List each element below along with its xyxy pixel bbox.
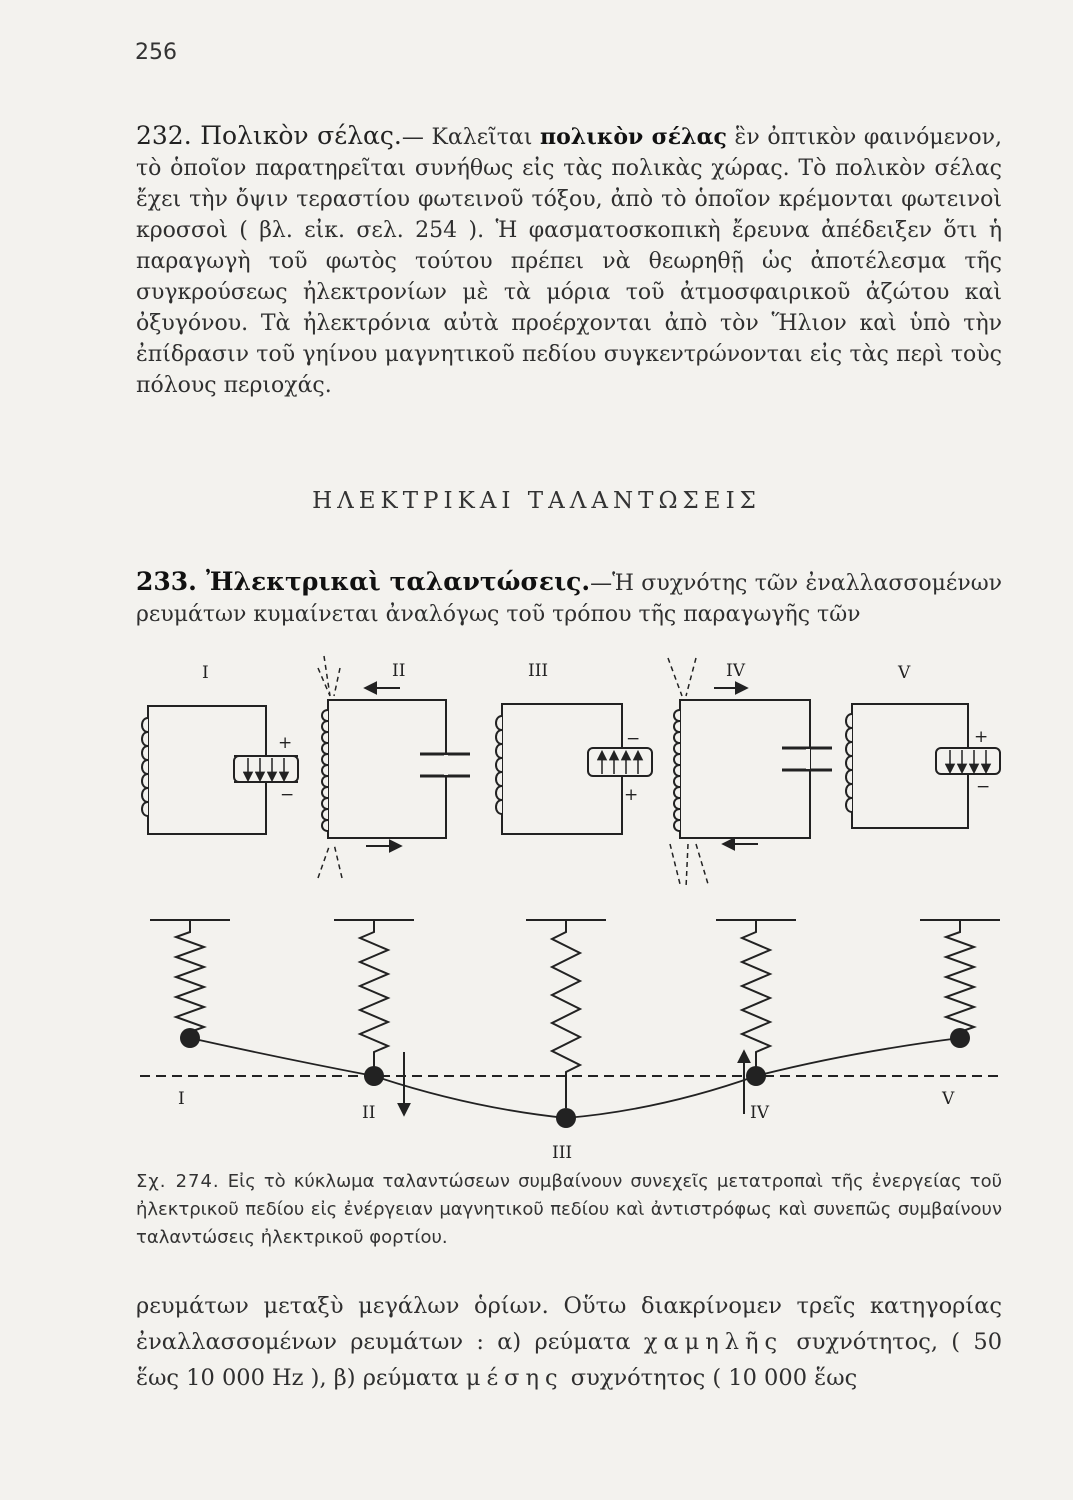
circuit-label-4: IV xyxy=(726,661,745,681)
circuit-label-2: II xyxy=(392,661,406,681)
mass-3 xyxy=(556,1108,576,1128)
minus-sign-5: − xyxy=(976,777,991,797)
minus-sign-3: − xyxy=(626,729,641,749)
continuation-text-1: ρευμάτων μεταξὺ μεγάλων ὁρίων. Οὕτω διακρίνομεν τρεῖς κατηγορίας ἐναλλασσομένων ρευμάτων : α) ρεύματα xyxy=(136,1293,1002,1355)
paragraph-continuation xyxy=(136,1288,1002,1396)
minus-sign-1: − xyxy=(280,785,295,805)
mass-4 xyxy=(746,1066,766,1086)
spring-label-5: V xyxy=(942,1089,955,1109)
circuit-2 xyxy=(318,656,470,878)
circuit-4 xyxy=(668,658,832,888)
spring-5 xyxy=(946,920,974,1042)
paragraph-232 xyxy=(136,120,1002,401)
spring-4 xyxy=(742,920,770,1076)
section-title: ΗΛΕΚΤΡΙΚΑΙ ΤΑΛΑΝΤΩΣΕΙΣ xyxy=(312,488,761,514)
circuit-3 xyxy=(496,704,652,834)
figure-caption xyxy=(136,1168,1002,1252)
paragraph-233-heading: 233. Ἠλεκτρικαὶ ταλαντώσεις. xyxy=(136,567,591,596)
paragraph-232-body: ἓν ὀπτικὸν φαινόμενον, τὸ ὁποῖον παρατηρεῖται συνήθως εἰς τὰς πολικὰς χώρας. Τὸ πολικὸν σέλας ἔχει τὴν ὄψιν τεραστίου φωτεινοῦ τόξου, ἀπὸ τὸ ὁποῖον κρέμονται φωτεινοὶ κροσσοὶ ( βλ. εἰκ. σελ. 254 ). Ἡ φασματοσκοπικὴ ἔρευνα ἀπέδειξεν ὅτι ἡ παραγωγὴ τοῦ φωτὸς τούτου πρέπει νὰ θεωρηθῇ ὡς ἀποτέλεσμα τῆς συγκρούσεως ἠλεκτρονίων μὲ τὰ μόρια τοῦ ἀτμοσφαιρικοῦ ἀζώτου καὶ ὀξυγόνου. Τὰ ἠλεκτρόνια αὐτὰ προέρχονται ἀπὸ τὸν Ἥλιον καὶ ὑπὸ τὴν ἐπίδρασιν τοῦ γηίνου μαγνητικοῦ πεδίου συγκεντρώνονται εἰς τὰς περὶ τοὺς πόλους περιοχάς. xyxy=(136,125,1003,398)
paragraph-233-body: —Ἡ συχνότης τῶν ἐναλλασσομένων ρευμάτων κυμαίνεται ἀναλόγως τοῦ τρόπου τῆς παραγωγῆς τῶν xyxy=(136,571,1003,627)
spring-label-3: III xyxy=(552,1143,573,1163)
circuit-label-3: III xyxy=(528,661,549,681)
term-polar-aurora: πολικὸν σέλας xyxy=(540,124,727,150)
caption-text: Εἰς τὸ κύκλωμα ταλαντώσεων συμβαίνουν συνεχεῖς μετατροπαὶ τῆς ἐνεργείας τοῦ ἠλεκτρικοῦ πεδίου εἰς ἐνέργειαν μαγνητικοῦ πεδίου καὶ ἀντιστρόφως καὶ συνεπῶς συμβαίνουν ταλαντώσεις ἠλεκτρικοῦ φορτίου. xyxy=(136,1171,1002,1248)
mass-1 xyxy=(180,1028,200,1048)
spring-label-1: I xyxy=(178,1089,185,1109)
displacement-curve xyxy=(190,1038,960,1118)
page-number: 256 xyxy=(135,40,177,65)
mass-2 xyxy=(364,1066,384,1086)
circuit-1 xyxy=(142,706,298,834)
circuit-label-1: I xyxy=(202,663,209,683)
spring-label-4: IV xyxy=(750,1103,769,1123)
caption-label: Σχ. 274. xyxy=(136,1171,220,1192)
mass-5 xyxy=(950,1028,970,1048)
spring-label-2: II xyxy=(362,1103,376,1123)
spring-1 xyxy=(176,920,204,1042)
plus-sign-1: + xyxy=(278,733,293,753)
oscillation-figure xyxy=(130,648,1010,1168)
continuation-text-3: συχνότητος ( 10 000 ἕως xyxy=(563,1365,858,1391)
plus-sign-3: + xyxy=(624,785,639,805)
paragraph-232-heading: 232. Πολικὸν σέλας. xyxy=(136,121,402,150)
circuit-label-5: V xyxy=(898,663,911,683)
spring-3 xyxy=(552,920,580,1108)
circuit-5 xyxy=(846,704,1000,828)
paragraph-233 xyxy=(136,566,1002,630)
word-medium: μέσης xyxy=(465,1365,564,1391)
continuation-text-2: συχνότητος, ( 50 ἕως 10 000 Hz ), β) ρεύματα xyxy=(136,1329,1003,1391)
word-low: χαμηλῆς xyxy=(643,1329,784,1355)
plus-sign-5: + xyxy=(974,727,989,747)
spring-2 xyxy=(360,920,388,1076)
paragraph-232-dash: — Καλεῖται xyxy=(401,125,541,150)
